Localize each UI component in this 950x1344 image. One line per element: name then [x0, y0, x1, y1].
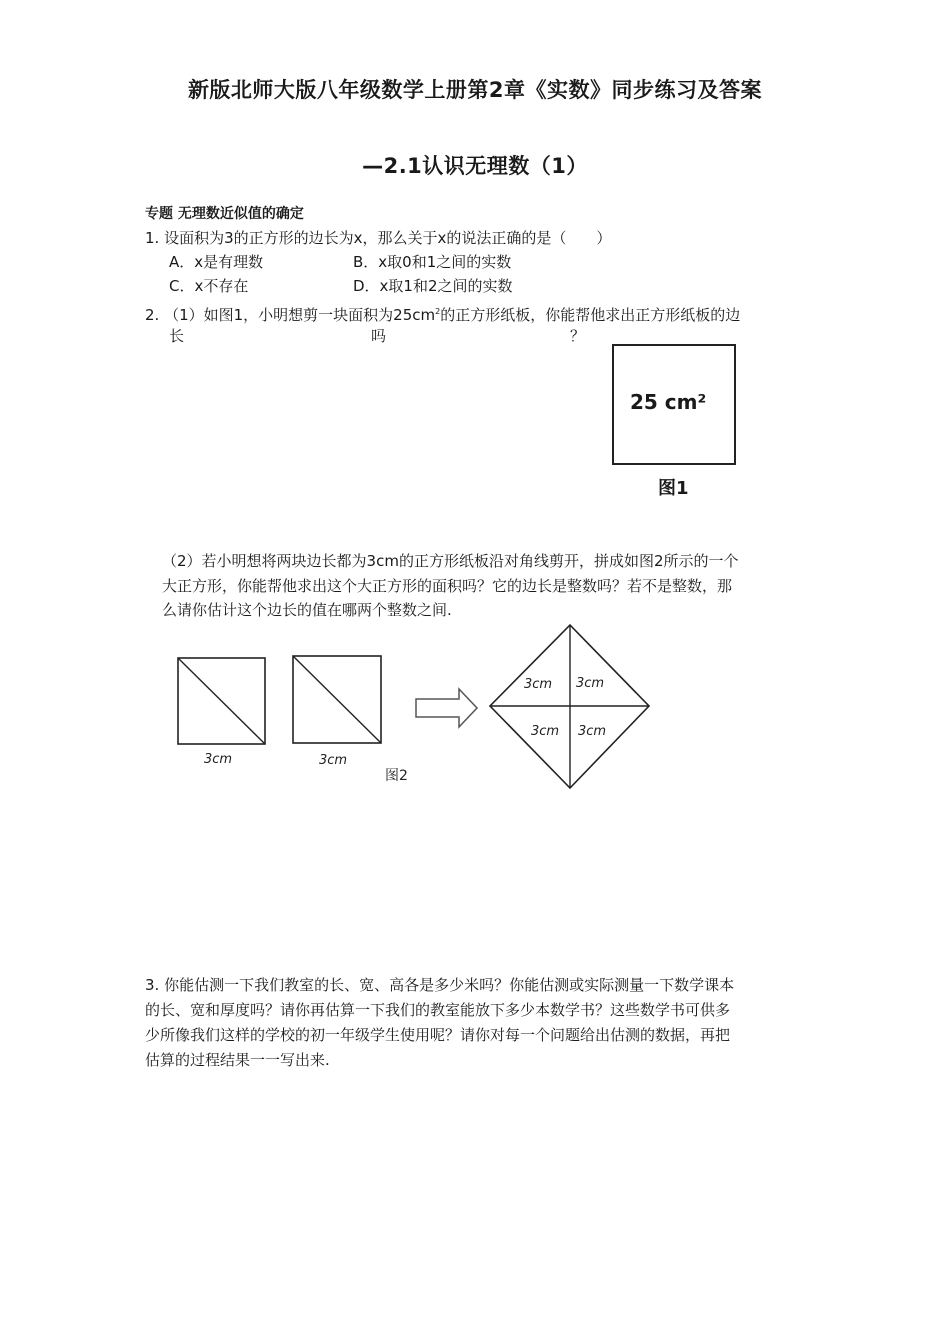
figure2-square-2-label: 3cm [319, 753, 348, 768]
figure2-arrow [416, 689, 477, 727]
figure2-diamond-label-bottom-left: 3cm [531, 724, 560, 739]
figure2-diamond-label-top-left: 3cm [524, 677, 553, 692]
q2-part1-text-pre: 2. （1）如图1，小明想剪一块面积为25cm [145, 306, 436, 324]
figure2-square-1-diagonal [178, 658, 265, 744]
figure2-diamond-label-top-right: 3cm [576, 676, 605, 691]
section-heading: 专题 无理数近似值的确定 [145, 206, 304, 222]
q3-line4: 估算的过程结果一一写出来. [145, 1051, 330, 1069]
figure2-square-2-diagonal [293, 656, 381, 743]
figure2-diamond-label-bottom-right: 3cm [578, 724, 607, 739]
q3-line1: 3. 你能估测一下我们教室的长、宽、高各是多少米吗？你能估测或实际测量一下数学课本 [145, 976, 735, 994]
q1-option-d: D．x取1和2之间的实数 [353, 277, 513, 295]
q2-part1-superscript: 2 [435, 307, 441, 316]
document-title: 新版北师大版八年级数学上册第2章《实数》同步练习及答案 [187, 78, 763, 102]
document-subtitle: —2.1认识无理数（1） [362, 154, 588, 178]
q2-part2-line3: 么请你估计这个边长的值在哪两个整数之间. [162, 601, 452, 619]
q3-line3: 少所像我们这样的学校的初一年级学生使用呢？请你对每一个问题给出估测的数据，再把 [145, 1026, 731, 1044]
figure1-area-label: 25 cm² [630, 390, 707, 414]
q2-part1-text-post: 的正方形纸板，你能帮他求出正方形纸板的边 [440, 306, 741, 324]
figure1-caption: 图1 [658, 478, 689, 499]
q3-line2: 的长、宽和厚度吗？请你再估算一下我们的教室能放下多少本数学书？这些数学书可供多 [145, 1001, 731, 1019]
figure2-caption: 图2 [385, 768, 408, 784]
q1-option-a: A．x是有理数 [169, 253, 264, 271]
q1-option-c: C．x不存在 [169, 277, 249, 295]
q2-part1-line2-a: 长 [169, 327, 185, 345]
q2-part2-line2: 大正方形，你能帮他求出这个大正方形的面积吗？它的边长是整数吗？若不是整数，那 [162, 577, 733, 595]
q2-part2-line1: （2）若小明想将两块边长都为3cm的正方形纸板沿对角线剪开，拼成如图2所示的一个 [162, 552, 739, 570]
q2-part1-line2-b: 吗 [371, 327, 387, 345]
figure2-square-1-label: 3cm [204, 752, 233, 767]
q1-option-b: B．x取0和1之间的实数 [353, 253, 512, 271]
q1-stem: 1. 设面积为3的正方形的边长为x，那么关于x的说法正确的是（ ） [145, 229, 612, 247]
q2-part1-line2-c: ？ [570, 327, 586, 345]
